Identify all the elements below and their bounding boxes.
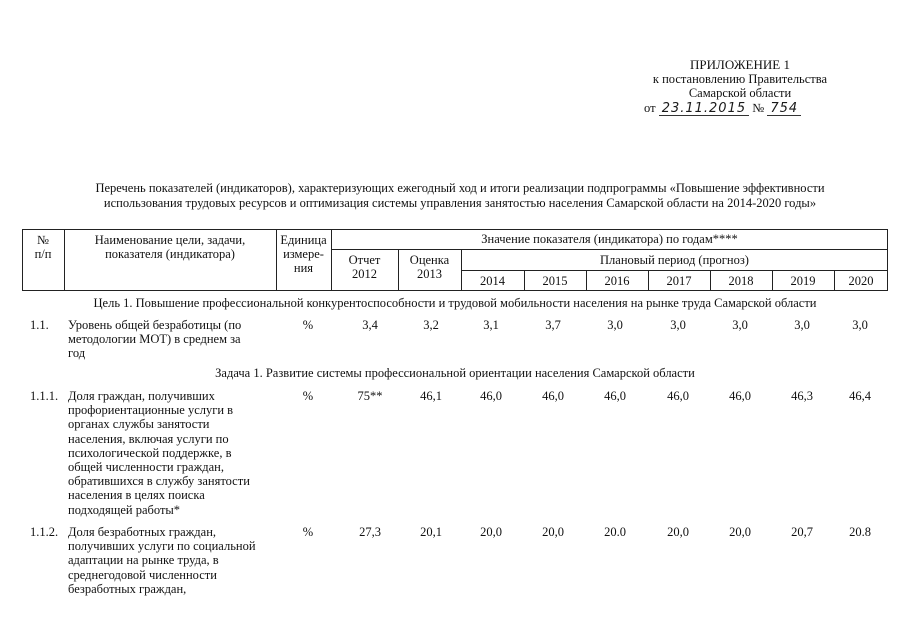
row-1-1-2-value-2018: 20,0 (729, 525, 751, 539)
row-1-1-2-name-line5: безработных граждан, (68, 581, 187, 596)
header-unit-line3: ния (293, 261, 314, 275)
row-1-1-1-name-line8: населения в целях поиска (68, 488, 205, 503)
row-1-1-value-2015: 3,7 (545, 318, 561, 332)
row-1-1-unit: % (302, 318, 314, 332)
row-1-1-1-value-2020: 46,4 (849, 389, 871, 403)
row-1-1-2-value-2016: 20.0 (604, 525, 626, 539)
row-1-1-2-value-2019: 20,7 (791, 525, 813, 539)
row-1-1-1-name-line3: органах службы занятости (68, 417, 210, 432)
header-year-2018: 2018 (728, 274, 754, 288)
document-title (40, 181, 880, 211)
row-1-1-num: 1.1. (30, 318, 49, 332)
header-name-line2: показателя (индикатора) (105, 247, 235, 261)
date-prefix: от (644, 101, 656, 115)
appendix-dateline (610, 101, 870, 116)
row-1-1-1-value-2015: 46,0 (542, 389, 564, 403)
row-1-1-1-name-line5: психологической поддержке, в (68, 445, 232, 460)
row-1-1-1-name-line4: населения, включая услуги по (68, 431, 229, 446)
row-1-1-value-2019: 3,0 (794, 318, 810, 332)
table-header (22, 229, 888, 291)
header-name (64, 233, 276, 261)
row-1-1-name (68, 318, 278, 361)
row-1-1-1-name-line2: профориентационные услуги в (68, 403, 234, 418)
row-1-1-1-value-2019: 46,3 (791, 389, 813, 403)
row-1-1-value-2012: 3,4 (362, 318, 378, 332)
row-1-1-name-line3: год (68, 346, 86, 361)
row-1-1-2-name-line3: адаптации на рынке труда, в (68, 553, 219, 568)
row-1-1-2-value-2020: 20.8 (849, 525, 871, 539)
appendix-line3: Самарской области (688, 86, 792, 100)
row-1-1-2-value-2012: 27,3 (359, 525, 381, 539)
row-1-1-value-2020: 3,0 (852, 318, 868, 332)
row-1-1-2-name-line1: Доля безработных граждан, (68, 525, 217, 539)
row-1-1-1-name-line9: подходящей работы* (68, 502, 181, 517)
number-prefix: № (752, 101, 765, 115)
header-estimate-line1: Оценка (409, 253, 450, 267)
header-num-line1: № (37, 233, 49, 247)
header-unit-line2: измере- (283, 247, 324, 261)
handwritten-date: 23.11.2015 (659, 102, 749, 116)
row-1-1-1-value-2014: 46,0 (480, 389, 502, 403)
goal-1-heading: Цель 1. Повышение профессиональной конкурентоспособности и трудовой мобильности населения на рынке труда Самарской области (93, 296, 817, 310)
header-report-line1: Отчет (348, 253, 381, 267)
row-1-1-1-value-2018: 46,0 (729, 389, 751, 403)
row-1-1-2-value-2014: 20,0 (480, 525, 502, 539)
document-title-line2: использования трудовых ресурсов и оптимизация системы управления занятостью населения Самарской области на 2014-2020 годы» (103, 196, 817, 210)
row-1-1-1-value-2013: 46,1 (420, 389, 442, 403)
row-1-1-2-unit: % (302, 525, 314, 539)
header-plan-title: Плановый период (прогноз) (600, 253, 749, 267)
row-1-1-1-name (68, 389, 283, 517)
row-1-1-1-unit: % (302, 389, 314, 403)
row-1-1-2-value-2017: 20,0 (667, 525, 689, 539)
row-1-1-2-num: 1.1.2. (30, 525, 59, 539)
header-year-2019: 2019 (790, 274, 816, 288)
header-name-line1: Наименование цели, задачи, (94, 233, 246, 247)
row-1-1-1-num: 1.1.1. (30, 389, 59, 403)
header-unit-line1: Единица (280, 233, 327, 247)
header-year-2020: 2020 (848, 274, 874, 288)
header-year-2017: 2017 (666, 274, 692, 288)
row-1-1-value-2017: 3,0 (670, 318, 686, 332)
document-title-line1: Перечень показателей (индикаторов), характеризующих ежегодный ход и итоги реализации подпрограммы «Повышение эффективности (95, 181, 825, 195)
row-1-1-2-value-2013: 20,1 (420, 525, 442, 539)
header-values-title: Значение показателя (индикатора) по годам**** (481, 232, 738, 246)
appendix-block (610, 58, 870, 116)
header-year-2014: 2014 (480, 274, 505, 288)
row-1-1-value-2018: 3,0 (732, 318, 748, 332)
row-1-1-2-name-line4: среднегодовой численности (68, 567, 217, 582)
row-1-1-1-value-2016: 46,0 (604, 389, 626, 403)
row-1-1-2-name-line2: получивших услуги по социальной (68, 539, 256, 554)
header-estimate (398, 253, 461, 281)
header-num-line2: п/п (34, 247, 52, 261)
row-1-1-1-name-line7: обратившихся в службу занятости (68, 474, 250, 489)
row-1-1-2-name (68, 525, 283, 596)
appendix-title: ПРИЛОЖЕНИЕ 1 (690, 57, 790, 72)
appendix-line2: к постановлению Правительства (652, 72, 828, 86)
header-year-2015: 2015 (542, 274, 568, 288)
header-report-line2: 2012 (352, 267, 377, 281)
row-1-1-1-value-2017: 46,0 (667, 389, 689, 403)
row-1-1-value-2014: 3,1 (483, 318, 499, 332)
row-1-1-1-name-line1: Доля граждан, получивших (68, 389, 215, 403)
header-unit (276, 233, 331, 275)
header-year-2016: 2016 (604, 274, 630, 288)
header-report (331, 253, 398, 281)
row-1-1-name-line2: методологии МОТ) в среднем за (68, 332, 241, 347)
header-estimate-line2: 2013 (417, 267, 442, 281)
handwritten-number: 754 (767, 102, 801, 116)
task-1-heading: Задача 1. Развитие системы профессиональной ориентации населения Самарской области (215, 366, 695, 380)
row-1-1-value-2016: 3,0 (607, 318, 623, 332)
row-1-1-name-line1: Уровень общей безработицы (по (68, 318, 242, 332)
row-1-1-1-value-2012: 75** (357, 389, 383, 403)
header-num (22, 233, 64, 261)
row-1-1-1-name-line6: общей численности граждан, (68, 460, 224, 475)
row-1-1-value-2013: 3,2 (423, 318, 439, 332)
row-1-1-2-value-2015: 20,0 (542, 525, 564, 539)
